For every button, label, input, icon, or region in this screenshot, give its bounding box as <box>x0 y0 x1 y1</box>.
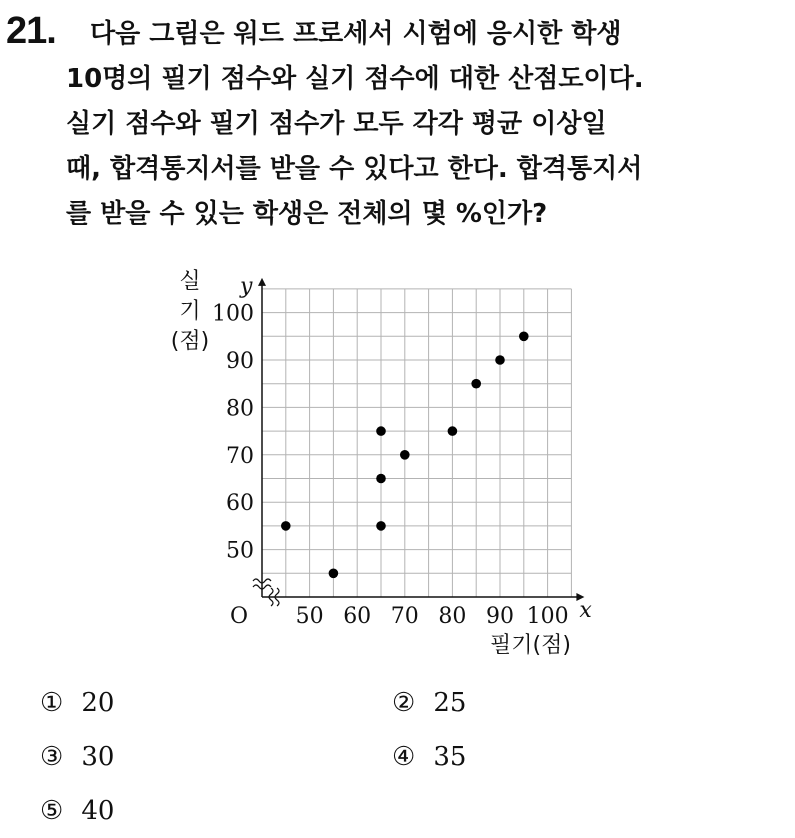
y-axis-label-line-2: 기 <box>179 299 201 324</box>
question-number: 21. <box>6 10 56 52</box>
data-point <box>376 521 386 531</box>
choice-5-mark: ⑤ <box>40 796 64 826</box>
choice-1[interactable] <box>40 688 114 718</box>
choice-2[interactable] <box>392 688 466 718</box>
choice-4[interactable] <box>392 742 466 772</box>
choice-4-mark: ④ <box>392 742 416 772</box>
data-point <box>329 569 339 579</box>
y-axis-label-line-3: (점) <box>170 329 210 354</box>
choice-1-value: 20 <box>81 688 115 718</box>
choice-4-value: 35 <box>433 742 467 772</box>
data-point <box>495 355 505 365</box>
question-line-3: 실기 점수와 필기 점수가 모두 각각 평균 이상일 <box>66 109 607 139</box>
x-tick-label: 60 <box>343 604 372 629</box>
x-axis-label: 필기(점) <box>490 633 571 658</box>
x-tick-label: 50 <box>295 604 324 629</box>
choice-5[interactable] <box>40 796 114 826</box>
choice-3[interactable] <box>40 742 114 772</box>
data-point <box>448 426 458 436</box>
y-tick-label: 80 <box>226 396 254 422</box>
data-point <box>471 379 481 389</box>
y-axis-arrow <box>258 278 266 286</box>
question-line-4: 때, 합격통지서를 받을 수 있다고 한다. 합격통지서 <box>66 154 643 184</box>
question-line-5: 를 받을 수 있는 학생은 전체의 몇 %인가? <box>66 199 548 229</box>
y-tick-label: 70 <box>226 443 254 469</box>
x-tick-label: 100 <box>526 604 569 629</box>
choice-2-mark: ② <box>392 688 416 718</box>
choice-3-mark: ③ <box>40 742 64 772</box>
axes <box>253 278 584 606</box>
y-axis-label-line-1: 실 <box>179 269 201 294</box>
data-point <box>376 426 386 436</box>
y-tick-label: 60 <box>226 491 254 517</box>
data-point <box>519 332 529 342</box>
data-point <box>281 521 291 531</box>
y-tick-label: 50 <box>226 538 254 564</box>
question-line-2: 10명의 필기 점수와 실기 점수에 대한 산점도이다. <box>66 64 644 94</box>
x-axis-symbol: x <box>579 598 592 623</box>
question-line-1: 다음 그림은 워드 프로세서 시험에 응시한 학생 <box>90 19 622 49</box>
choice-5-value: 40 <box>81 796 115 826</box>
data-point <box>376 474 386 484</box>
choice-2-value: 25 <box>433 688 467 718</box>
origin-label: O <box>230 604 249 629</box>
choice-1-mark: ① <box>40 688 64 718</box>
y-tick-label: 100 <box>212 301 254 327</box>
choice-3-value: 30 <box>81 742 115 772</box>
data-point <box>400 450 410 460</box>
x-tick-label: 70 <box>390 604 419 629</box>
x-tick-label: 90 <box>486 604 514 629</box>
x-tick-label: 80 <box>438 604 467 629</box>
y-tick-label: 90 <box>226 349 254 374</box>
y-axis-symbol: y <box>240 273 253 299</box>
